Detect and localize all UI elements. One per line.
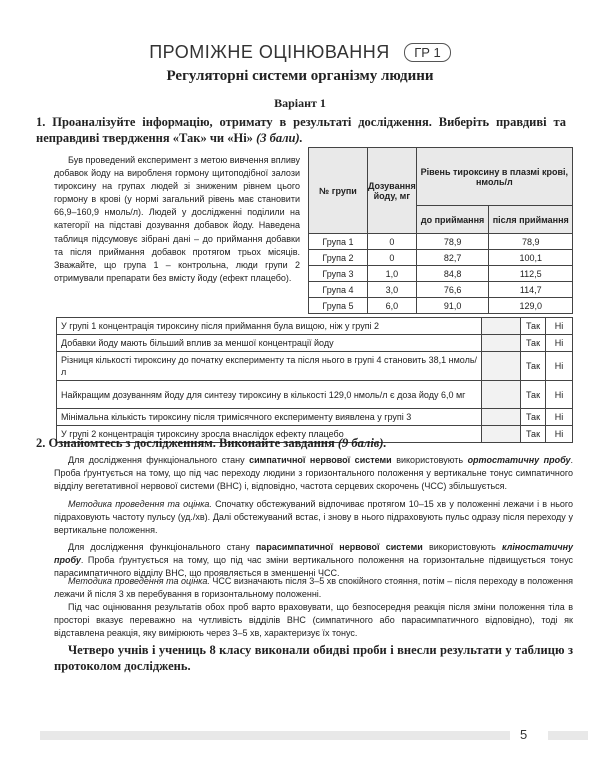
text-span: . Проба ґрунтується на тому, що під час зміни вертикального положення на горизонтальне підвищується тонус парасимпатичного відділу ВНС, що проявляється в зменшенні ЧСС.	[54, 555, 573, 578]
text-span-bold-italic: ортостатичну пробу	[467, 455, 571, 465]
footer-bar-right	[548, 731, 588, 740]
page-subtitle: Регуляторні системи організму людини	[166, 68, 434, 84]
cell-group: Група 1	[309, 234, 368, 250]
statement-answer-space	[482, 381, 521, 409]
answer-yes[interactable]: Так	[521, 335, 546, 352]
cell-dose: 6,0	[368, 298, 417, 314]
text-span: використовують	[422, 542, 502, 552]
text-span: Для дослідження функціонального стану	[68, 455, 250, 465]
answer-yes[interactable]: Так	[521, 318, 546, 335]
text-span: ЧСС визначають після 3–5 хв спокійного стояння, потім – після переходу в положення лежачи й після 3 хв перебування в горизонтальному положенні.	[54, 576, 573, 599]
answer-yes[interactable]: Так	[521, 426, 546, 443]
text-span: Спочатку обстежуваний відпочиває протягом 10–15 хв у положенні лежачи і в нього підраховують частоту пульсу (уд./хв). Далі обстежуваний встає, і знову в нього підраховують пульс одразу після переходу у вертикальне положення.	[54, 499, 573, 535]
text-span: . Проба ґрунтується на тому, що під час переходу людини з горизонтального положення у вертикальне тонус симпатичного відділу вегетативної нервової системи (ВНС) і, відповідно, частота серцевих скорочень (ЧСС) збільшується.	[54, 455, 573, 491]
task-2-text: 2. Ознайомтесь з дослідженням. Виконайте завдання	[36, 436, 335, 450]
cell-group: Група 5	[309, 298, 368, 314]
statement-text: Найкращим дозуванням йоду для синтезу тироксину в кількості 129,0 нмоль/л є доза йоду 6,0 мг	[57, 381, 482, 409]
answer-no[interactable]: Ні	[546, 426, 573, 443]
statement-row	[57, 335, 573, 352]
table-row	[309, 282, 573, 298]
statement-text: Мінімальна кількість тироксину після тримісячного експерименту виявлена у групі 3	[57, 409, 482, 426]
statement-row	[57, 381, 573, 409]
cell-after: 112,5	[489, 266, 573, 282]
cell-before: 78,9	[416, 234, 489, 250]
paragraph-method-1	[54, 498, 573, 537]
cell-group: Група 3	[309, 266, 368, 282]
page-number: 5	[520, 727, 528, 742]
group-badge: ГР 1	[404, 43, 451, 62]
text-span-bold: парасимпатичної нервової системи	[255, 542, 423, 552]
col-header-group: № групи	[309, 148, 368, 234]
data-table	[308, 147, 573, 314]
col-header-after: після приймання	[489, 206, 573, 234]
col-header-before: до приймання	[416, 206, 489, 234]
page-title: ПРОМІЖНЕ ОЦІНЮВАННЯ	[149, 42, 390, 62]
answer-yes[interactable]: Так	[521, 409, 546, 426]
cell-after: 114,7	[489, 282, 573, 298]
page-header	[0, 42, 600, 63]
statement-answer-space	[482, 318, 521, 335]
text-span-bold-italic: кліностатичну пробу	[54, 542, 574, 565]
table-row	[309, 250, 573, 266]
cell-group: Група 4	[309, 282, 368, 298]
text-span-italic: Методика проведення та оцінка.	[68, 576, 210, 586]
col-header-dose: Дозування йоду, мг	[368, 148, 417, 234]
text-span: використовують	[391, 455, 468, 465]
paragraph-orthostatic	[54, 454, 573, 493]
cell-dose: 3,0	[368, 282, 417, 298]
task-1-prompt	[36, 114, 566, 146]
answer-yes[interactable]: Так	[521, 352, 546, 381]
task-2-prompt	[36, 435, 566, 451]
cell-group: Група 2	[309, 250, 368, 266]
text-span-bold: симпатичної нервової системи	[249, 455, 392, 465]
answer-yes[interactable]: Так	[521, 381, 546, 409]
text-span-italic: Методика проведення та оцінка.	[68, 499, 212, 509]
task-2-points: (9 балів).	[337, 436, 387, 450]
text-span: Для дослідження функціонального стану	[68, 542, 256, 552]
cell-before: 82,7	[416, 250, 489, 266]
statement-text: Різниця кількості тироксину до початку експерименту та після нього в групі 4 становить 38,1 нмоль/л	[57, 352, 482, 381]
cell-before: 76,6	[416, 282, 489, 298]
col-header-level: Рівень тироксину в плазмі крові, нмоль/л	[416, 148, 572, 206]
statement-row	[57, 318, 573, 335]
table-row	[309, 298, 573, 314]
task-2-final: Четверо учнів і учениць 8 класу виконали обидві проби і внесли результати у таблицю з протоколом досліджень.	[54, 643, 573, 673]
statement-row	[57, 352, 573, 381]
statement-text: У групі 2 концентрація тироксину зросла внаслідок ефекту плацебо	[57, 426, 482, 443]
table-row	[309, 234, 573, 250]
answer-no[interactable]: Ні	[546, 381, 573, 409]
variant-label: Варіант 1	[274, 96, 326, 110]
statement-answer-space	[482, 335, 521, 352]
cell-dose: 0	[368, 250, 417, 266]
cell-before: 84,8	[416, 266, 489, 282]
answer-no[interactable]: Ні	[546, 335, 573, 352]
experiment-description: Був проведений експеримент з метою вивчення впливу добавок йоду на виробленя гормону щитоподібної залози тироксину на групах людей зі зниженим рівнем цього гормону в крові (у нормі загальний рівень має становити 66,9–160,9 нмоль/л). Людей у дослідженні поділили на категорії на підставі дозування добавок йоду. Наведена таблиця підсумовує зібрані дані – до приймання добавки та після приймання добавок протягом трьох місяців. Зважайте, що група 1 – контрольна, люди групи 2 отримували препарати без вмісту йоду (ефект плацебо).	[54, 155, 300, 283]
statement-text: У групі 1 концентрація тироксину після приймання була вищою, ніж у групі 2	[57, 318, 482, 335]
task-1-text: 1. Проаналізуйте інформацію, отримату в результаті дослідження. Виберіть правдиві та неправдиві твердження «Так» чи «Ні»	[36, 115, 566, 145]
footer-bar	[40, 731, 510, 740]
answer-no[interactable]: Ні	[546, 409, 573, 426]
table-row	[309, 266, 573, 282]
statement-answer-space	[482, 352, 521, 381]
statement-answer-space	[482, 409, 521, 426]
cell-dose: 1,0	[368, 266, 417, 282]
paragraph-evaluation: Під час оцінювання результатів обох проб варто враховувати, що безпосередня реакція після зміни положення тіла в просторі вказує переважно на чутливість відділів ВНС (симпатичного або парасимпатичного відповідно), тоді як відставлена реакція, яку вимірюють через 3–5 хв, характеризує їх тонус.	[54, 602, 573, 638]
answer-no[interactable]: Ні	[546, 352, 573, 381]
cell-before: 91,0	[416, 298, 489, 314]
cell-after: 78,9	[489, 234, 573, 250]
cell-after: 129,0	[489, 298, 573, 314]
cell-after: 100,1	[489, 250, 573, 266]
cell-dose: 0	[368, 234, 417, 250]
answer-no[interactable]: Ні	[546, 318, 573, 335]
task-1-points: (3 бали).	[256, 131, 303, 145]
statement-text: Добавки йоду мають більший вплив за меншої концентрації йоду	[57, 335, 482, 352]
statements-table	[56, 317, 573, 443]
statement-row	[57, 409, 573, 426]
paragraph-method-2	[54, 575, 573, 601]
